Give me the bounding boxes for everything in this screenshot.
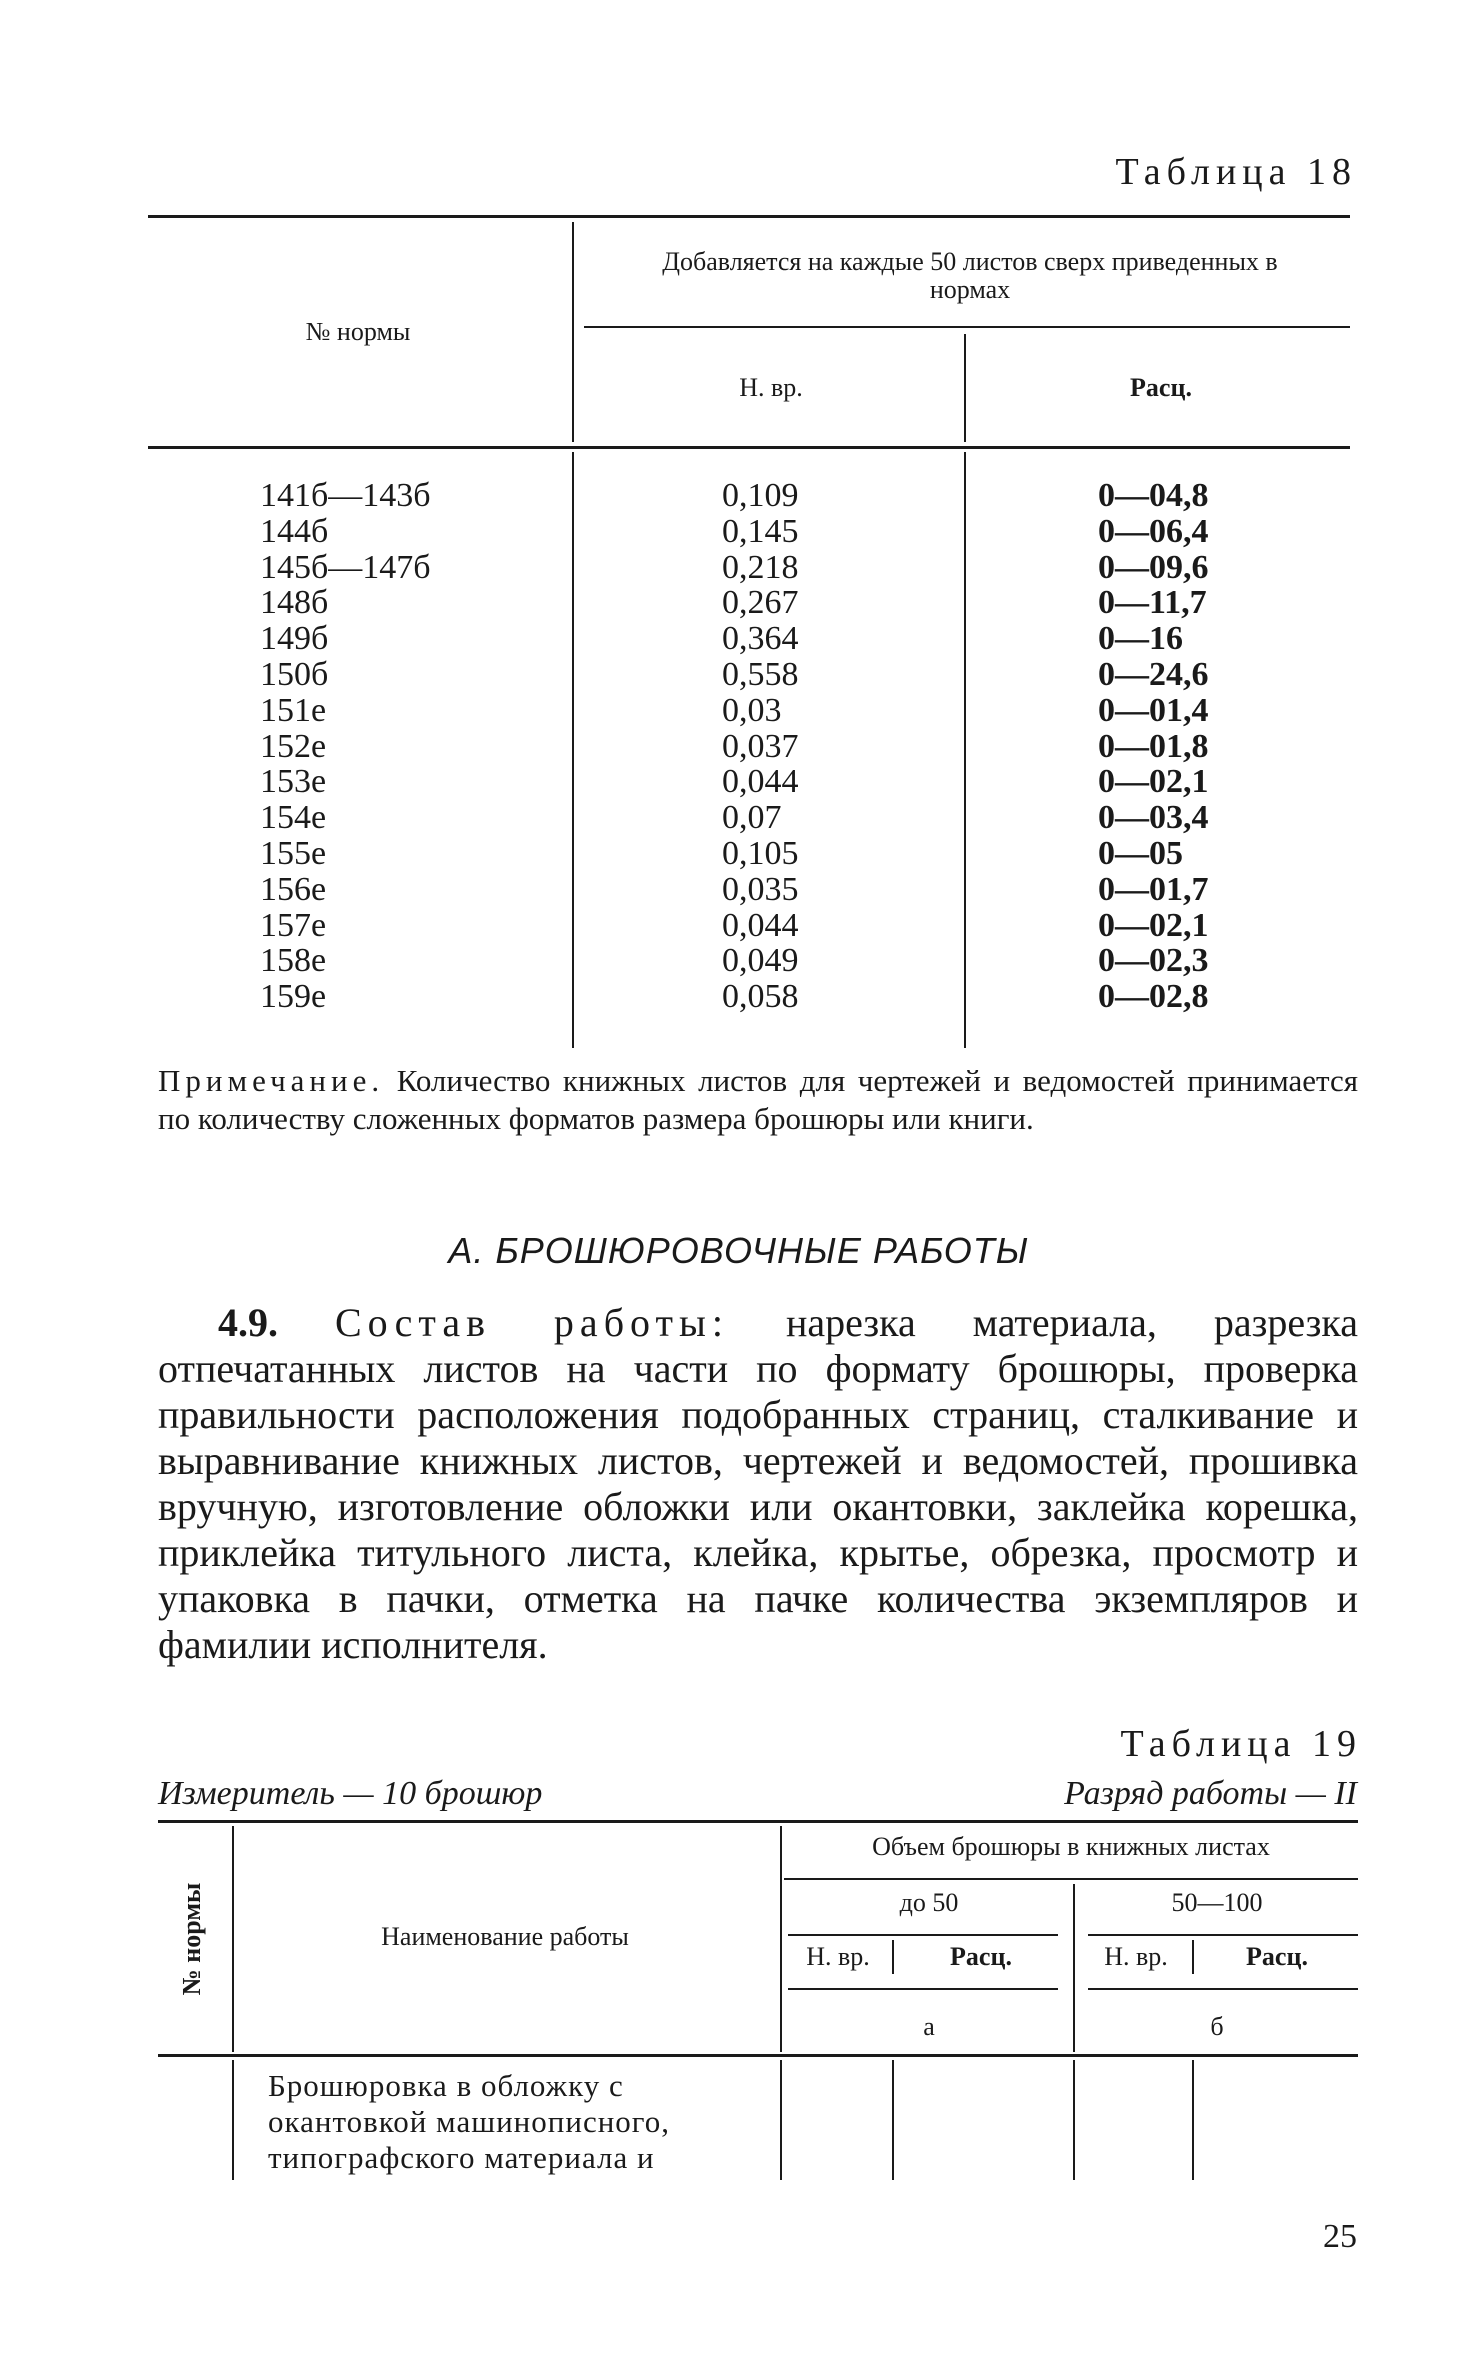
table-19-subcol-rule-a <box>788 1988 1058 1990</box>
table-18-body-divider-1 <box>572 452 574 1048</box>
table-19-body-divider-name <box>232 2060 234 2180</box>
table-cell-rate: 0—05 <box>1098 834 1183 872</box>
column-a-label: а <box>923 2012 935 2041</box>
table-cell-norm: 153е <box>260 763 327 801</box>
table-18-top-rule <box>148 215 1350 218</box>
table-cell-rate: 0—09,6 <box>1098 548 1209 586</box>
table-cell-time: 0,044 <box>722 906 799 944</box>
table-cell-norm: 150б <box>260 655 329 693</box>
table-cell-norm: 158е <box>260 942 327 980</box>
table-cell-time: 0,364 <box>722 620 799 658</box>
table-19-header-bottom-rule <box>158 2054 1358 2057</box>
volume-header: Объем брошюры в книжных листах <box>872 1832 1270 1861</box>
table-cell-time: 0,049 <box>722 942 799 980</box>
paragraph-label: Состав работы: <box>334 1300 729 1345</box>
table-19-range-rule-a <box>788 1934 1058 1936</box>
table-cell-norm: 152е <box>260 727 327 765</box>
column-b-label: б <box>1210 2012 1224 2041</box>
table-19-divider-name <box>780 1826 782 2052</box>
table-19-body-divider-a <box>780 2060 782 2180</box>
table-cell-norm: 155е <box>260 834 327 872</box>
table-18-title: Таблица 18 <box>1115 151 1357 193</box>
rate-column <box>1098 478 1209 1015</box>
table-cell-norm: 145б—147б <box>260 548 431 586</box>
work-line: Брошюровка в обложку с <box>268 2068 624 2103</box>
table-cell-time: 0,07 <box>722 799 782 837</box>
table-18-header-bottom-rule <box>148 446 1350 449</box>
time-norm-header: Н. вр. <box>739 373 803 402</box>
table-cell-rate: 0—04,8 <box>1098 477 1209 514</box>
work-description <box>268 2068 768 2176</box>
table-19-divider-a-inner <box>892 1940 894 1974</box>
table-cell-time: 0,03 <box>722 691 782 729</box>
table-cell-rate: 0—01,7 <box>1098 870 1209 908</box>
table-cell-norm: 141б—143б <box>260 477 431 514</box>
table-cell-rate: 0—24,6 <box>1098 655 1209 693</box>
rate-header-b: Расц. <box>1246 1942 1308 1971</box>
rate-header: Расц. <box>1130 373 1192 402</box>
table-cell-time: 0,109 <box>722 477 799 514</box>
table-cell-norm: 157е <box>260 906 327 944</box>
table-cell-rate: 0—02,8 <box>1098 978 1209 1016</box>
work-line: типографского материала и <box>268 2140 655 2175</box>
table-cell-time: 0,044 <box>722 763 799 801</box>
table-cell-rate: 0—02,1 <box>1098 906 1209 944</box>
table-cell-rate: 0—16 <box>1098 620 1183 658</box>
table-cell-time: 0,035 <box>722 870 799 908</box>
table-cell-norm: 144б <box>260 512 329 550</box>
table-cell-time: 0,218 <box>722 548 799 586</box>
table-18-body-divider-2 <box>964 452 966 1048</box>
table-19-divider-b-inner <box>1192 1940 1194 1974</box>
table-cell-norm: 148б <box>260 584 329 622</box>
table-19-grade: Разряд работы — II <box>1064 1775 1357 1812</box>
table-cell-rate: 0—11,7 <box>1098 584 1207 622</box>
table-18-subheader-rule <box>584 326 1350 328</box>
time-norm-header-b: Н. вр. <box>1104 1942 1168 1971</box>
note-text: Количество книжных листов для чертежей и ведомостей принимается по количеству сложенных форматов размера брошюры или книги. <box>158 1063 1358 1136</box>
range-header-b: 50—100 <box>1171 1888 1263 1917</box>
note-label: Примечание. <box>158 1063 385 1098</box>
table-note <box>158 1062 1358 1138</box>
table-cell-rate: 0—01,8 <box>1098 727 1209 765</box>
table-cell-norm: 149б <box>260 620 329 658</box>
norm-number-column <box>260 478 431 1015</box>
table-18-divider-2 <box>964 334 966 442</box>
paragraph-text: нарезка материала, разрезка отпечатанных листов на части по формату брошюры, проверка правильности расположения подобранных страниц, сталкивание и выравнивание книжных листов, чертежей и ведомостей, прошивка вручную, изготовление обложки или окантовки, заклейка корешка, приклейка титульного листа, клейка, крытье, обрезка, просмотр и упаковка в пачки, отметка на пачке количества экземпляров и фамилии исполнителя. <box>158 1300 1359 1667</box>
table-cell-time: 0,105 <box>722 834 799 872</box>
table-19-top-rule <box>158 1820 1358 1823</box>
section-title: А. БРОШЮРОВОЧНЫЕ РАБОТЫ <box>448 1230 1029 1271</box>
table-19-volume-rule <box>784 1878 1358 1880</box>
work-line: окантовкой машинописного, <box>268 2104 670 2139</box>
work-name-header: Наименование работы <box>381 1922 629 1951</box>
time-norm-column <box>722 478 799 1015</box>
paragraph-number: 4.9. <box>218 1300 278 1345</box>
range-header-a: до 50 <box>899 1888 959 1917</box>
table-19-divider-norm <box>232 1826 234 2052</box>
table-cell-rate: 0—06,4 <box>1098 512 1209 550</box>
page-number: 25 <box>1323 2218 1357 2255</box>
table-19-norm-number-header: № нормы <box>177 1882 206 1996</box>
table-cell-time: 0,267 <box>722 584 799 622</box>
table-18-divider-1 <box>572 222 574 442</box>
table-19-range-rule-b <box>1088 1934 1358 1936</box>
table-cell-norm: 156е <box>260 870 327 908</box>
table-cell-rate: 0—02,1 <box>1098 763 1209 801</box>
table-19-body-divider-a-inner <box>892 2060 894 2180</box>
table-19-subcol-rule-b <box>1088 1988 1358 1990</box>
table-cell-time: 0,037 <box>722 727 799 765</box>
table-cell-time: 0,058 <box>722 978 799 1016</box>
paragraph-4-9 <box>158 1300 1358 1668</box>
table-cell-time: 0,558 <box>722 655 799 693</box>
added-per-50-sheets-header: Добавляется на каждые 50 листов сверх приведенных в нормах <box>662 247 1278 304</box>
time-norm-header-a: Н. вр. <box>806 1942 870 1971</box>
table-cell-norm: 159е <box>260 978 327 1016</box>
table-cell-time: 0,145 <box>722 512 799 550</box>
table-19-title: Таблица 19 <box>1120 1723 1362 1765</box>
table-cell-rate: 0—03,4 <box>1098 799 1209 837</box>
table-cell-rate: 0—01,4 <box>1098 691 1209 729</box>
table-19-meter: Измеритель — 10 брошюр <box>158 1775 543 1812</box>
table-cell-rate: 0—02,3 <box>1098 942 1209 980</box>
norm-number-header: № нормы <box>305 317 411 346</box>
table-19-body-divider-ab <box>1073 2060 1075 2180</box>
table-19-body-divider-b-inner <box>1192 2060 1194 2180</box>
table-cell-norm: 154е <box>260 799 327 837</box>
table-cell-norm: 151е <box>260 691 327 729</box>
rate-header-a: Расц. <box>950 1942 1012 1971</box>
